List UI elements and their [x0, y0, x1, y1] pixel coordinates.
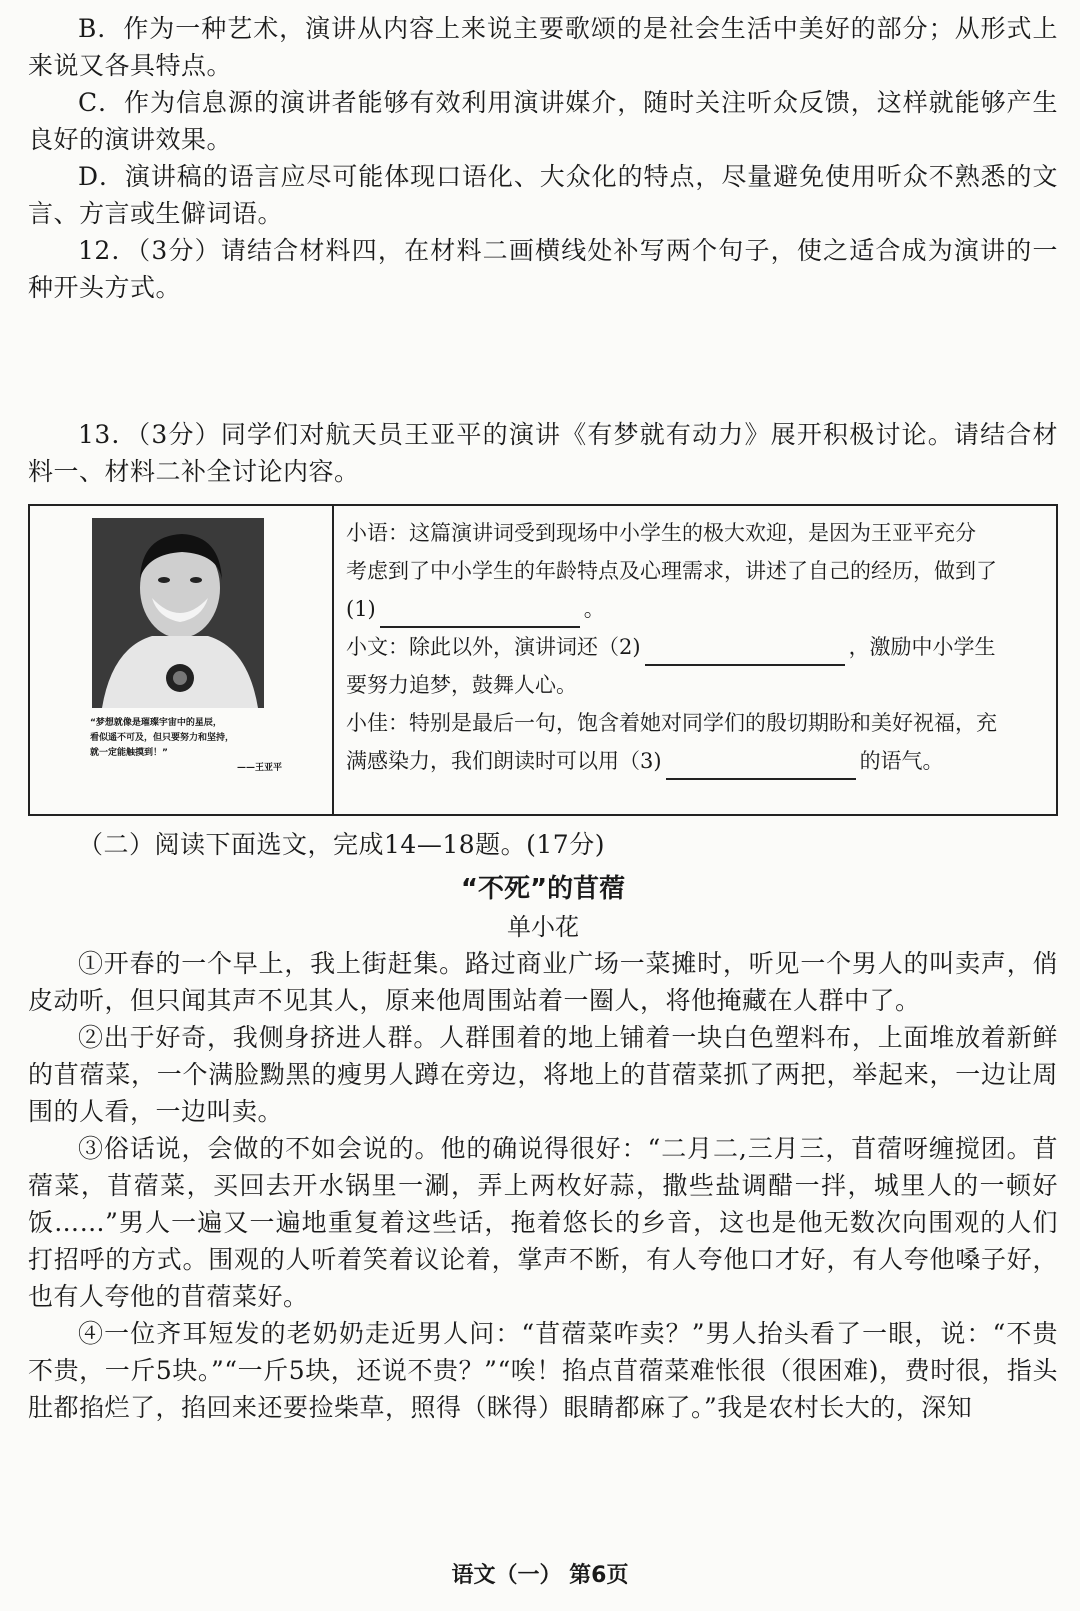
section-2-heading: （二）阅读下面选文，完成14—18题。(17分)	[78, 830, 605, 859]
xiaoyu-line-3: (1) 。	[346, 590, 1046, 628]
answer-blank-3[interactable]	[666, 754, 856, 780]
photo-cell	[30, 506, 334, 814]
xiaowen-line-1: 小文：除此以外，演讲词还（2) ，激励中小学生	[346, 628, 1046, 666]
exam-page	[28, 10, 1058, 1426]
article-paragraph-3: ③俗话说，会做的不如会说的。他的确说得很好：“二月二,三月三，苜蓿呀缠搅团。苜蓿菜，苜蓿菜，买回去开水锅里一涮，弄上两枚好蒜，撒些盐调醋一拌，城里人的一顿好饭……”男人一遍又一遍地重复着这些话，拖着悠长的乡音，这也是他无数次向围观的人们打招呼的方式。围观的人听着笑着议论着，掌声不断，有人夸他口才好，有人夸他嗓子好，也有人夸他的苜蓿菜好。	[28, 1134, 1058, 1311]
discussion-cell	[334, 506, 1056, 814]
quote-caption: “梦想就像是璀璨宇宙中的星辰， 看似遥不可及，但只要努力和坚持， 就一定能触摸到！” ——王亚平	[90, 716, 300, 776]
article-paragraph-1: ①开春的一个早上，我上街赶集。路过商业广场一菜摊时，听见一个男人的叫卖声，俏皮动听，但只闻其声不见其人，原来他周围站着一圈人，将他掩藏在人群中了。	[28, 949, 1058, 1015]
option-c: C．作为信息源的演讲者能够有效利用演讲媒介，随时关注听众反馈，这样就能够产生良好的演讲效果。	[28, 88, 1058, 154]
question-13: 13．（3分）同学们对航天员王亚平的演讲《有梦就有动力》展开积极讨论。请结合材料一、材料二补全讨论内容。	[28, 420, 1058, 486]
article-paragraph-2: ②出于好奇，我侧身挤进人群。人群围着的地上铺着一块白色塑料布，上面堆放着新鲜的苜蓿菜，一个满脸黝黑的瘦男人蹲在旁边，将地上的苜蓿菜抓了两把，举起来，一边让周围的人看，一边叫卖。	[28, 1023, 1058, 1126]
xiaojia-line-2: 满感染力，我们朗读时可以用（3) 的语气。	[346, 742, 1046, 780]
question-12: 12．（3分）请结合材料四，在材料二画横线处补写两个句子，使之适合成为演讲的一种开头方式。	[28, 236, 1058, 302]
answer-blank-1[interactable]	[380, 602, 580, 628]
astronaut-photo	[92, 518, 264, 708]
option-d: D．演讲稿的语言应尽可能体现口语化、大众化的特点，尽量避免使用听众不熟悉的文言、方言或生僻词语。	[28, 162, 1058, 228]
discussion-table	[28, 504, 1058, 816]
answer-blank-2[interactable]	[645, 640, 845, 666]
article-paragraph-4: ④一位齐耳短发的老奶奶走近男人问：“苜蓿菜咋卖？”男人抬头看了一眼，说：“不贵不贵，一斤5块。”“一斤5块，还说不贵？”“唉！掐点苜蓿菜难怅很（很困难)，费时很，指头肚都掐烂了，掐回来还要捡柴草，照得（眯得）眼睛都麻了。”我是农村长大的，深知	[28, 1319, 1058, 1422]
xiaoyu-line-2: 考虑到了中小学生的年龄特点及心理需求，讲述了自己的经历，做到了	[346, 559, 997, 583]
article-title: “不死”的苜蓿	[460, 874, 626, 904]
quote-author: ——王亚平	[236, 763, 282, 773]
xiaowen-line-2: 要努力追梦，鼓舞人心。	[346, 673, 577, 697]
xiaojia-line-1: 小佳：特别是最后一句，饱含着她对同学们的殷切期盼和美好祝福，充	[346, 711, 997, 735]
page-footer: 语文（一） 第6页	[451, 1563, 629, 1588]
xiaoyu-line-1: 小语：这篇演讲词受到现场中小学生的极大欢迎，是因为王亚平充分	[346, 521, 976, 545]
article-author: 单小花	[507, 913, 579, 941]
option-b: B．作为一种艺术，演讲从内容上来说主要歌颂的是社会生活中美好的部分；从形式上来说又各具特点。	[28, 14, 1058, 80]
